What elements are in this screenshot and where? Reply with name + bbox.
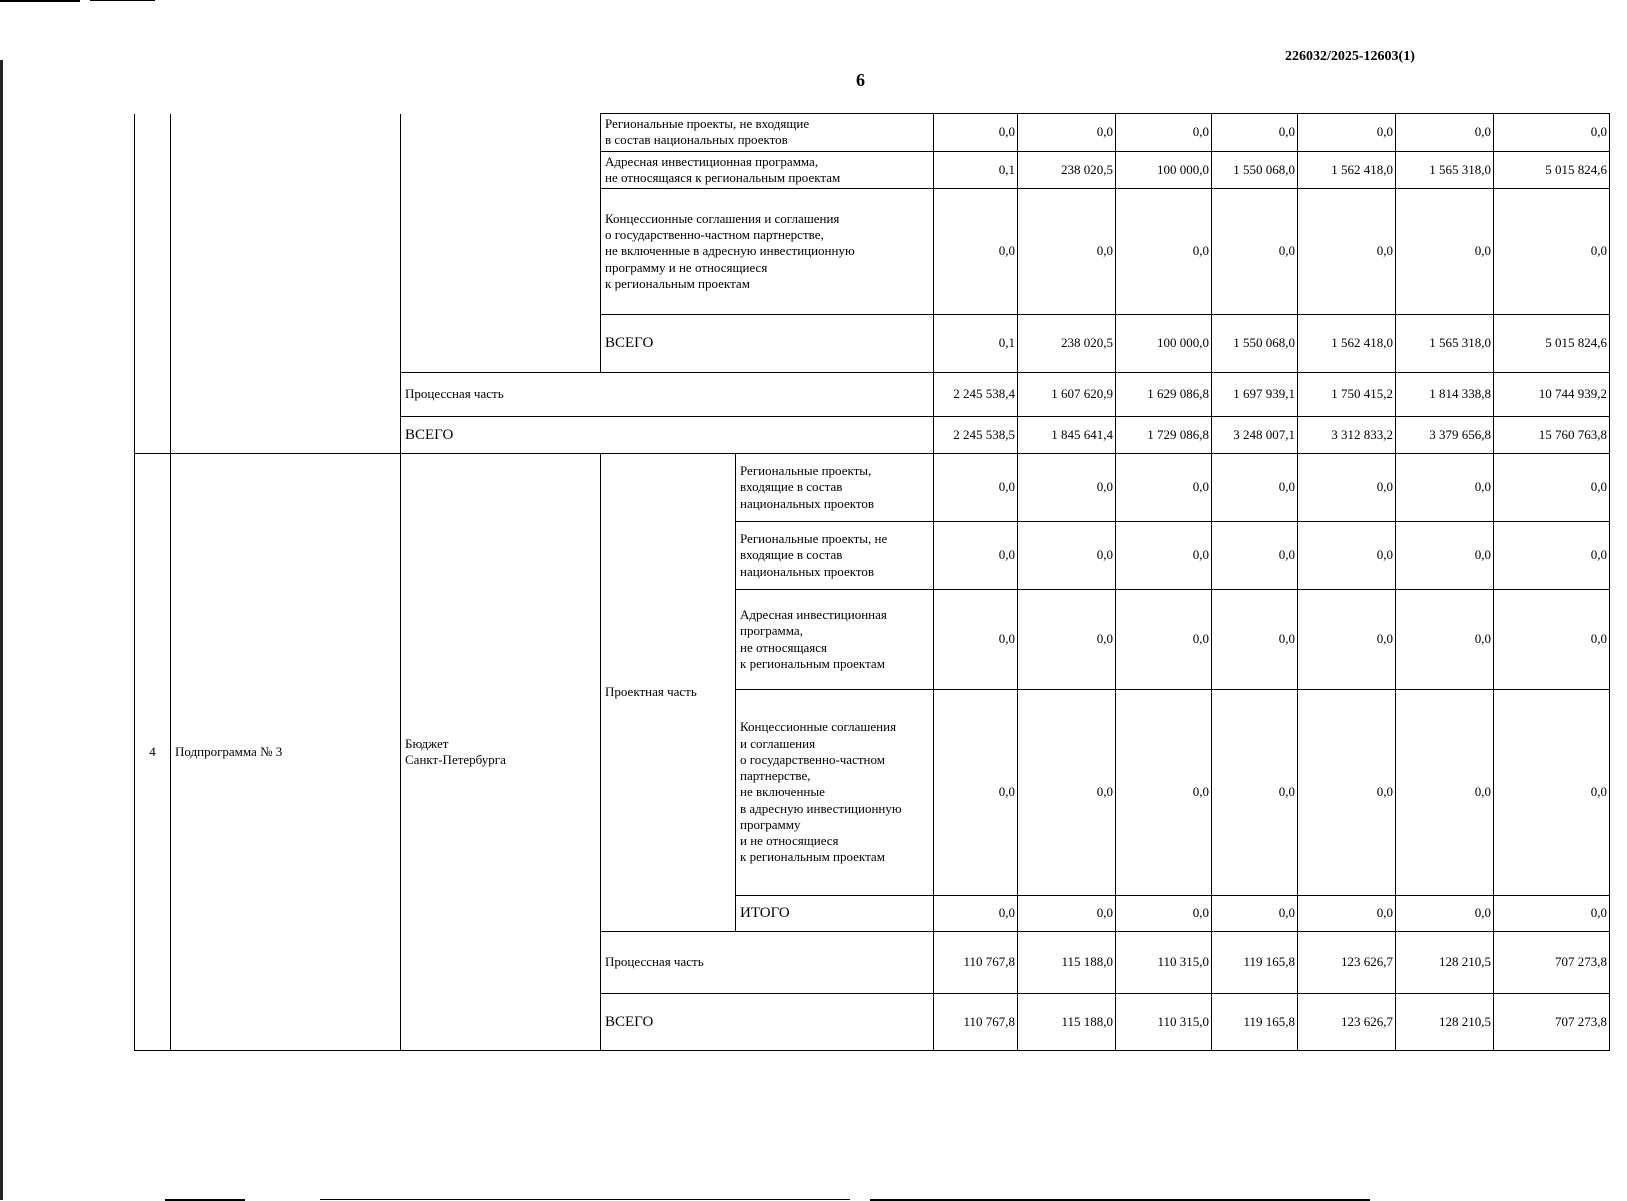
value-cell: 0,0 bbox=[1494, 114, 1610, 152]
value-cell: 707 273,8 bbox=[1494, 932, 1610, 994]
value-cell: 1 750 415,2 bbox=[1298, 373, 1396, 417]
row-number: 4 bbox=[135, 454, 171, 1051]
document-id: 226032/2025-12603(1) bbox=[1285, 49, 1415, 64]
value-cell: 1 565 318,0 bbox=[1396, 315, 1494, 373]
value-cell: 1 729 086,8 bbox=[1116, 417, 1212, 454]
value-cell: 1 845 641,4 bbox=[1018, 417, 1116, 454]
value-cell: 0,0 bbox=[934, 590, 1018, 690]
subprogram-name: Подпрограмма № 3 bbox=[171, 454, 401, 1051]
value-cell: 1 562 418,0 bbox=[1298, 315, 1396, 373]
value-cell: 0,0 bbox=[1212, 454, 1298, 522]
value-cell: 100 000,0 bbox=[1116, 151, 1212, 189]
value-cell: 1 550 068,0 bbox=[1212, 315, 1298, 373]
value-cell: 119 165,8 bbox=[1212, 932, 1298, 994]
cell-name-empty bbox=[171, 114, 401, 454]
cell-num-empty bbox=[135, 114, 171, 454]
value-cell: 0,0 bbox=[1494, 896, 1610, 932]
cell-source-empty bbox=[401, 114, 601, 373]
budget-table bbox=[134, 113, 1610, 1051]
value-cell: 110 315,0 bbox=[1116, 994, 1212, 1051]
value-cell: 0,0 bbox=[1298, 189, 1396, 315]
value-cell: 1 565 318,0 bbox=[1396, 151, 1494, 189]
value-cell: 0,0 bbox=[1212, 114, 1298, 152]
value-cell: 110 315,0 bbox=[1116, 932, 1212, 994]
value-cell: 115 188,0 bbox=[1018, 932, 1116, 994]
row-label-total: ВСЕГО bbox=[601, 994, 934, 1051]
value-cell: 0,0 bbox=[1298, 690, 1396, 896]
value-cell: 0,0 bbox=[1396, 590, 1494, 690]
value-cell: 0,0 bbox=[1116, 590, 1212, 690]
value-cell: 0,0 bbox=[1298, 896, 1396, 932]
value-cell: 3 379 656,8 bbox=[1396, 417, 1494, 454]
value-cell: 0,0 bbox=[1494, 454, 1610, 522]
value-cell: 0,0 bbox=[1298, 522, 1396, 590]
value-cell: 707 273,8 bbox=[1494, 994, 1610, 1051]
project-part-label: Проектная часть bbox=[601, 454, 736, 932]
scan-edge bbox=[0, 60, 3, 1200]
row-label-process: Процессная часть bbox=[601, 932, 934, 994]
value-cell: 110 767,8 bbox=[934, 994, 1018, 1051]
value-cell: 5 015 824,6 bbox=[1494, 151, 1610, 189]
scan-artifact-line bbox=[90, 0, 155, 1]
value-cell: 128 210,5 bbox=[1396, 932, 1494, 994]
value-cell: 3 248 007,1 bbox=[1212, 417, 1298, 454]
value-cell: 0,0 bbox=[1116, 690, 1212, 896]
value-cell: 0,0 bbox=[934, 896, 1018, 932]
table-row bbox=[135, 114, 1610, 152]
value-cell: 0,0 bbox=[1396, 454, 1494, 522]
value-cell: 0,0 bbox=[934, 454, 1018, 522]
value-cell: 110 767,8 bbox=[934, 932, 1018, 994]
value-cell: 0,0 bbox=[1212, 690, 1298, 896]
value-cell: 0,0 bbox=[1494, 189, 1610, 315]
value-cell: 0,0 bbox=[1494, 590, 1610, 690]
value-cell: 5 015 824,6 bbox=[1494, 315, 1610, 373]
value-cell: 0,0 bbox=[934, 189, 1018, 315]
value-cell: 0,0 bbox=[934, 690, 1018, 896]
value-cell: 1 814 338,8 bbox=[1396, 373, 1494, 417]
value-cell: 0,0 bbox=[1212, 189, 1298, 315]
row-label: Региональные проекты, входящие в состав национальных проектов bbox=[736, 454, 934, 522]
row-label: Региональные проекты, не входящие в состав национальных проектов bbox=[601, 114, 934, 152]
table-row bbox=[135, 454, 1610, 522]
value-cell: 0,0 bbox=[1396, 522, 1494, 590]
row-label: Региональные проекты, не входящие в состав национальных проектов bbox=[736, 522, 934, 590]
value-cell: 0,0 bbox=[1494, 522, 1610, 590]
value-cell: 0,1 bbox=[934, 151, 1018, 189]
row-label: Адресная инвестиционная программа, не относящаяся к региональным проектам bbox=[601, 151, 934, 189]
value-cell: 0,0 bbox=[1212, 590, 1298, 690]
value-cell: 128 210,5 bbox=[1396, 994, 1494, 1051]
value-cell: 1 562 418,0 bbox=[1298, 151, 1396, 189]
value-cell: 0,0 bbox=[1018, 690, 1116, 896]
value-cell: 10 744 939,2 bbox=[1494, 373, 1610, 417]
row-label-subtotal: ИТОГО bbox=[736, 896, 934, 932]
value-cell: 0,0 bbox=[1116, 896, 1212, 932]
value-cell: 0,0 bbox=[1212, 522, 1298, 590]
value-cell: 1 697 939,1 bbox=[1212, 373, 1298, 417]
value-cell: 0,0 bbox=[1116, 114, 1212, 152]
value-cell: 1 550 068,0 bbox=[1212, 151, 1298, 189]
value-cell: 123 626,7 bbox=[1298, 994, 1396, 1051]
value-cell: 0,0 bbox=[1298, 590, 1396, 690]
value-cell: 3 312 833,2 bbox=[1298, 417, 1396, 454]
value-cell: 0,0 bbox=[1298, 454, 1396, 522]
value-cell: 0,0 bbox=[1018, 896, 1116, 932]
value-cell: 119 165,8 bbox=[1212, 994, 1298, 1051]
row-label-total: ВСЕГО bbox=[601, 315, 934, 373]
value-cell: 0,0 bbox=[1396, 896, 1494, 932]
row-label: Концессионные соглашения и соглашения о государственно-частном партнерстве, не включенные в адресную инвестиционную программу и не относящиеся к региональным проектам bbox=[601, 189, 934, 315]
value-cell: 0,0 bbox=[1116, 189, 1212, 315]
value-cell: 0,0 bbox=[1116, 454, 1212, 522]
funding-source: Бюджет Санкт-Петербурга bbox=[401, 454, 601, 1051]
value-cell: 15 760 763,8 bbox=[1494, 417, 1610, 454]
value-cell: 0,0 bbox=[1018, 454, 1116, 522]
row-label-total: ВСЕГО bbox=[401, 417, 934, 454]
row-label-process: Процессная часть bbox=[401, 373, 934, 417]
row-label: Концессионные соглашения и соглашения о государственно-частном партнерстве, не включенные в адресную инвестиционную программу и не относящиеся к региональным проектам bbox=[736, 690, 934, 896]
value-cell: 100 000,0 bbox=[1116, 315, 1212, 373]
value-cell: 0,0 bbox=[1212, 896, 1298, 932]
value-cell: 1 607 620,9 bbox=[1018, 373, 1116, 417]
value-cell: 0,0 bbox=[1396, 189, 1494, 315]
scan-artifact-line bbox=[0, 0, 80, 2]
value-cell: 2 245 538,5 bbox=[934, 417, 1018, 454]
page-number: 6 bbox=[856, 70, 865, 90]
value-cell: 0,0 bbox=[1018, 590, 1116, 690]
value-cell: 0,0 bbox=[1396, 114, 1494, 152]
value-cell: 123 626,7 bbox=[1298, 932, 1396, 994]
value-cell: 0,0 bbox=[1116, 522, 1212, 590]
value-cell: 0,0 bbox=[1018, 522, 1116, 590]
value-cell: 0,0 bbox=[934, 114, 1018, 152]
value-cell: 0,0 bbox=[1018, 114, 1116, 152]
value-cell: 2 245 538,4 bbox=[934, 373, 1018, 417]
value-cell: 238 020,5 bbox=[1018, 151, 1116, 189]
value-cell: 0,0 bbox=[1494, 690, 1610, 896]
value-cell: 0,0 bbox=[1298, 114, 1396, 152]
value-cell: 1 629 086,8 bbox=[1116, 373, 1212, 417]
value-cell: 0,1 bbox=[934, 315, 1018, 373]
value-cell: 0,0 bbox=[1396, 690, 1494, 896]
row-label: Адресная инвестиционная программа, не относящаяся к региональным проектам bbox=[736, 590, 934, 690]
value-cell: 0,0 bbox=[1018, 189, 1116, 315]
value-cell: 238 020,5 bbox=[1018, 315, 1116, 373]
value-cell: 0,0 bbox=[934, 522, 1018, 590]
value-cell: 115 188,0 bbox=[1018, 994, 1116, 1051]
